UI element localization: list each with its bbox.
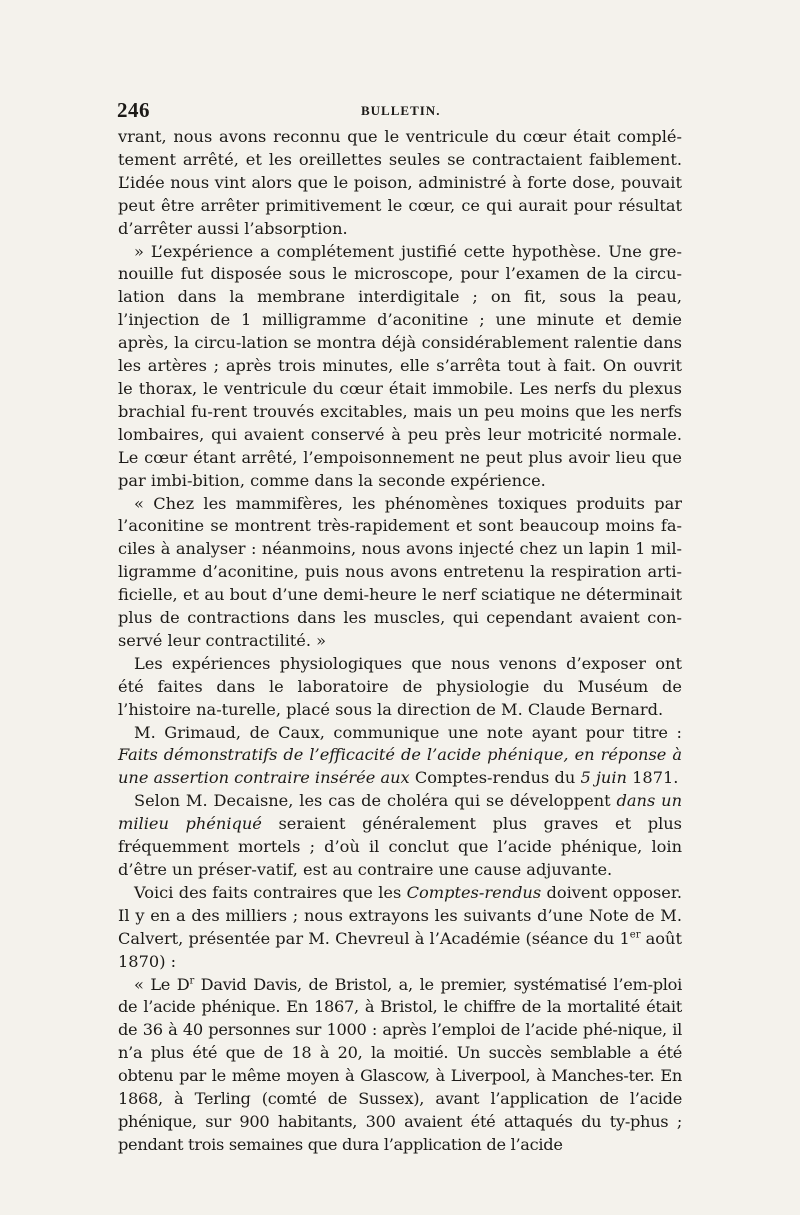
grimaud-title: Faits démonstratifs de l’efficacité de l’acide phénique, en réponse à une assertion contraire insérée aux: [118, 745, 682, 788]
grimaud-lead: M. Grimaud, de Caux, communique une note ayant pour titre :: [134, 722, 682, 742]
decaisne-italic: dans un milieu phéniqué: [118, 791, 682, 834]
decaisne-lead: Selon M. Decaisne, les cas de choléra qui se développent: [134, 791, 617, 811]
paragraph-grimaud-note: [118, 722, 682, 791]
paragraph-frog-experiment: » L’expérience a complétement justifié cette hypothèse. Une gre-nouille fut disposée sous le microscope, pour l’examen de la circu-lation dans la membrane interdigitale ; on fit, sous la peau, l’injection de 1 milligramme d’aconitine ; une minute et demie après, la circu-lation se montra déjà considérablement ralentie dans les artères ; après trois minutes, elle s’arrêta tout à fait. On ouvrit le thorax, le ventricule du cœur était immobile. Les nerfs du plexus brachial fu-rent trouvés excitables, mais un peu moins que les nerfs lombaires, qui avaient conservé à peu près leur motricité normale. Le cœur étant arrêté, l’empoisonnement ne peut plus avoir lieu que par imbi-bition, comme dans la seconde expérience.: [118, 241, 682, 490]
paragraph-museum-lab: Les expériences physiologiques que nous venons d’exposer ont été faites dans le laboratoire de physiologie du Muséum de l’histoire na-turelle, placé sous la direction de M. Claude Bernard.: [118, 653, 682, 719]
davis-lead: « Le D: [134, 974, 190, 994]
paragraph-calvert-note: [118, 882, 682, 974]
paragraph-mammal-experiment: « Chez les mammifères, les phénomènes toxiques produits par l’aconitine se montrent très-rapidement et sont beaucoup moins fa-ciles à analyser : néanmoins, nous avons injecté chez un lapin 1 mil-ligramme d’aconitine, puis nous avons entretenu la respiration arti-ficielle, et au bout d’une demi-heure le nerf sciatique ne déterminait plus de contractions dans les muscles, qui cependant avaient con-servé leur contractilité. »: [118, 493, 682, 650]
calvert-mid: doivent opposer. Il y en a des milliers ; nous extrayons les suivants d’une Note de M. Calvert, présentée par M. Chevreul à l’Académie (séance du 1: [118, 882, 682, 948]
calvert-tail: août 1870) :: [118, 928, 682, 971]
davis-superscript: r: [189, 975, 194, 987]
grimaud-date: 5 juin: [580, 768, 627, 788]
paragraph-decaisne: [118, 790, 682, 882]
running-title: BULLETIN.: [361, 103, 441, 118]
paragraph-continuation: vrant, nous avons reconnu que le ventricule du cœur était complé-tement arrêté, et les oreillettes seules se contractaient faiblement. L’idée nous vint alors que le poison, administré à forte dose, pouvait peut être arrêter primitivement le cœur, ce qui aurait pour résultat d’arrêter aussi l’absorption.: [118, 127, 682, 238]
davis-tail: David Davis, de Bristol, a, le premier, systématisé l’em-ploi de l’acide phénique. En 1867, à Bristol, le chiffre de la mortalité était de 36 à 40 personnes sur 1000 : après l’emploi de l’acide phé-nique, il n’a plus été que de 18 à 20, la moitié. Un succès semblable a été obtenu par le même moyen à Glascow, à Liverpool, à Manches-ter. En 1868, à Terling (comté de Sussex), avant l’application de l’acide phénique, sur 900 habitants, 300 avaient été attaqués du ty-phus ; pendant trois semaines que dura l’application de l’acide: [118, 974, 682, 1154]
grimaud-mid: Comptes-rendus du: [409, 768, 581, 788]
page-number: 246: [117, 98, 150, 122]
body-text: [118, 126, 682, 1157]
calvert-italic: Comptes-rendus: [406, 882, 542, 902]
paragraph-davis-bristol: [118, 974, 682, 1157]
grimaud-tail: 1871.: [626, 768, 679, 788]
decaisne-tail: seraient généralement plus graves et plus fréquemment mortels ; d’où il conclut que l’acide phénique, loin d’être un préser-vatif, est au contraire une cause adjuvante.: [118, 814, 682, 879]
calvert-lead: Voici des faits contraires que les: [134, 882, 407, 902]
calvert-superscript: er: [629, 929, 641, 941]
